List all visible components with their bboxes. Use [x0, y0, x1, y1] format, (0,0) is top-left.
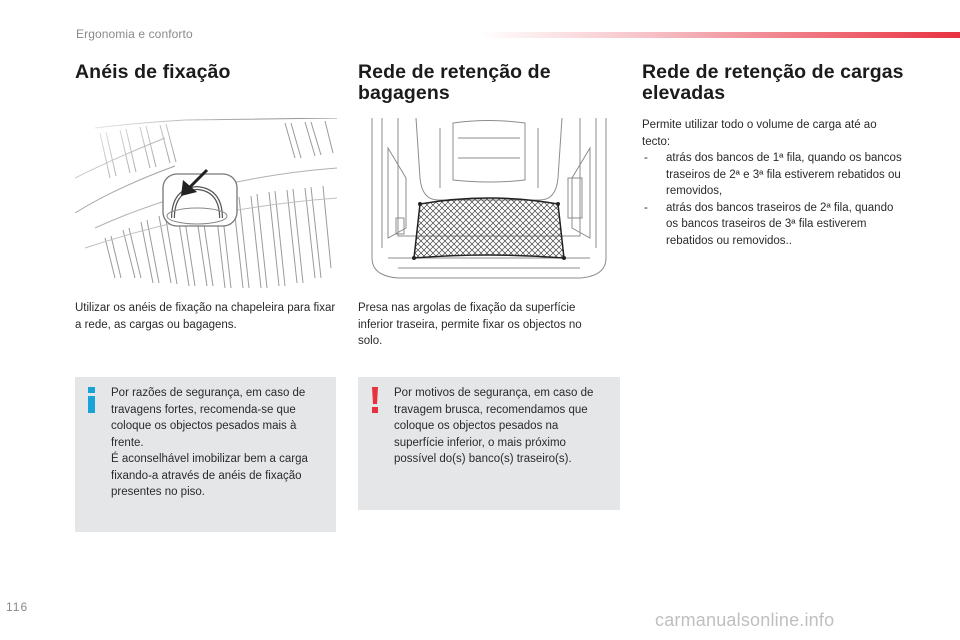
paragraph-high-load-net — [642, 117, 904, 249]
section-header-title: Ergonomia e conforto — [76, 27, 193, 41]
section-heading-luggage-net: Rede de retenção de bagagens — [358, 61, 551, 104]
tie-down-ring-illustration — [75, 118, 337, 290]
column-luggage-net — [358, 62, 620, 104]
section-heading-tie-down-rings: Anéis de fixação — [75, 61, 231, 83]
column-tie-down-rings — [75, 62, 337, 83]
info-note-line: É aconselhável imobilizar bem a carga fixando-a através de anéis de fixação presentes no piso. — [111, 453, 308, 498]
section-heading-high-load-net: Rede de retenção de cargas elevadas — [642, 61, 904, 104]
paragraph-luggage-net: Presa nas argolas de fixação da superfície inferior traseira, permite fixar os objectos no solo. — [358, 302, 582, 347]
warning-note-line: Por motivos de segurança, em caso de travagem brusca, recomendamos que coloque os objectos pesados na superfície inferior, o mais próximo possível do(s) banco(s) traseiro(s). — [394, 387, 594, 465]
warning-icon — [367, 387, 383, 413]
header-accent-bar — [480, 32, 960, 38]
paragraph-tie-down-rings: Utilizar os anéis de fixação na chapeleira para fixar a rede, as cargas ou bagagens. — [75, 302, 336, 331]
watermark: carmanualsonline.info — [655, 610, 835, 630]
column-high-load-net — [642, 62, 904, 104]
bullet-item: - atrás dos bancos de 1ª fila, quando os bancos traseiros de 2ª e 3ª fila estiverem rebatidos ou removidos, — [642, 150, 904, 200]
bullet-item: - atrás dos bancos traseiros de 2ª fila, quando os bancos traseiros de 3ª fila estiverem rebatidos ou removidos.. — [642, 200, 904, 250]
warning-note-box — [358, 377, 620, 510]
info-icon — [84, 387, 100, 413]
info-note-line: Por razões de segurança, em caso de travagens fortes, recomenda-se que coloque os objectos pesados mais à frente. — [111, 387, 306, 449]
luggage-net-illustration — [358, 118, 620, 290]
high-load-net-intro: Permite utilizar todo o volume de carga até ao tecto: — [642, 119, 877, 148]
info-note-box — [75, 377, 336, 532]
high-load-net-bullet-list — [642, 150, 904, 249]
page-number: 116 — [6, 600, 29, 614]
